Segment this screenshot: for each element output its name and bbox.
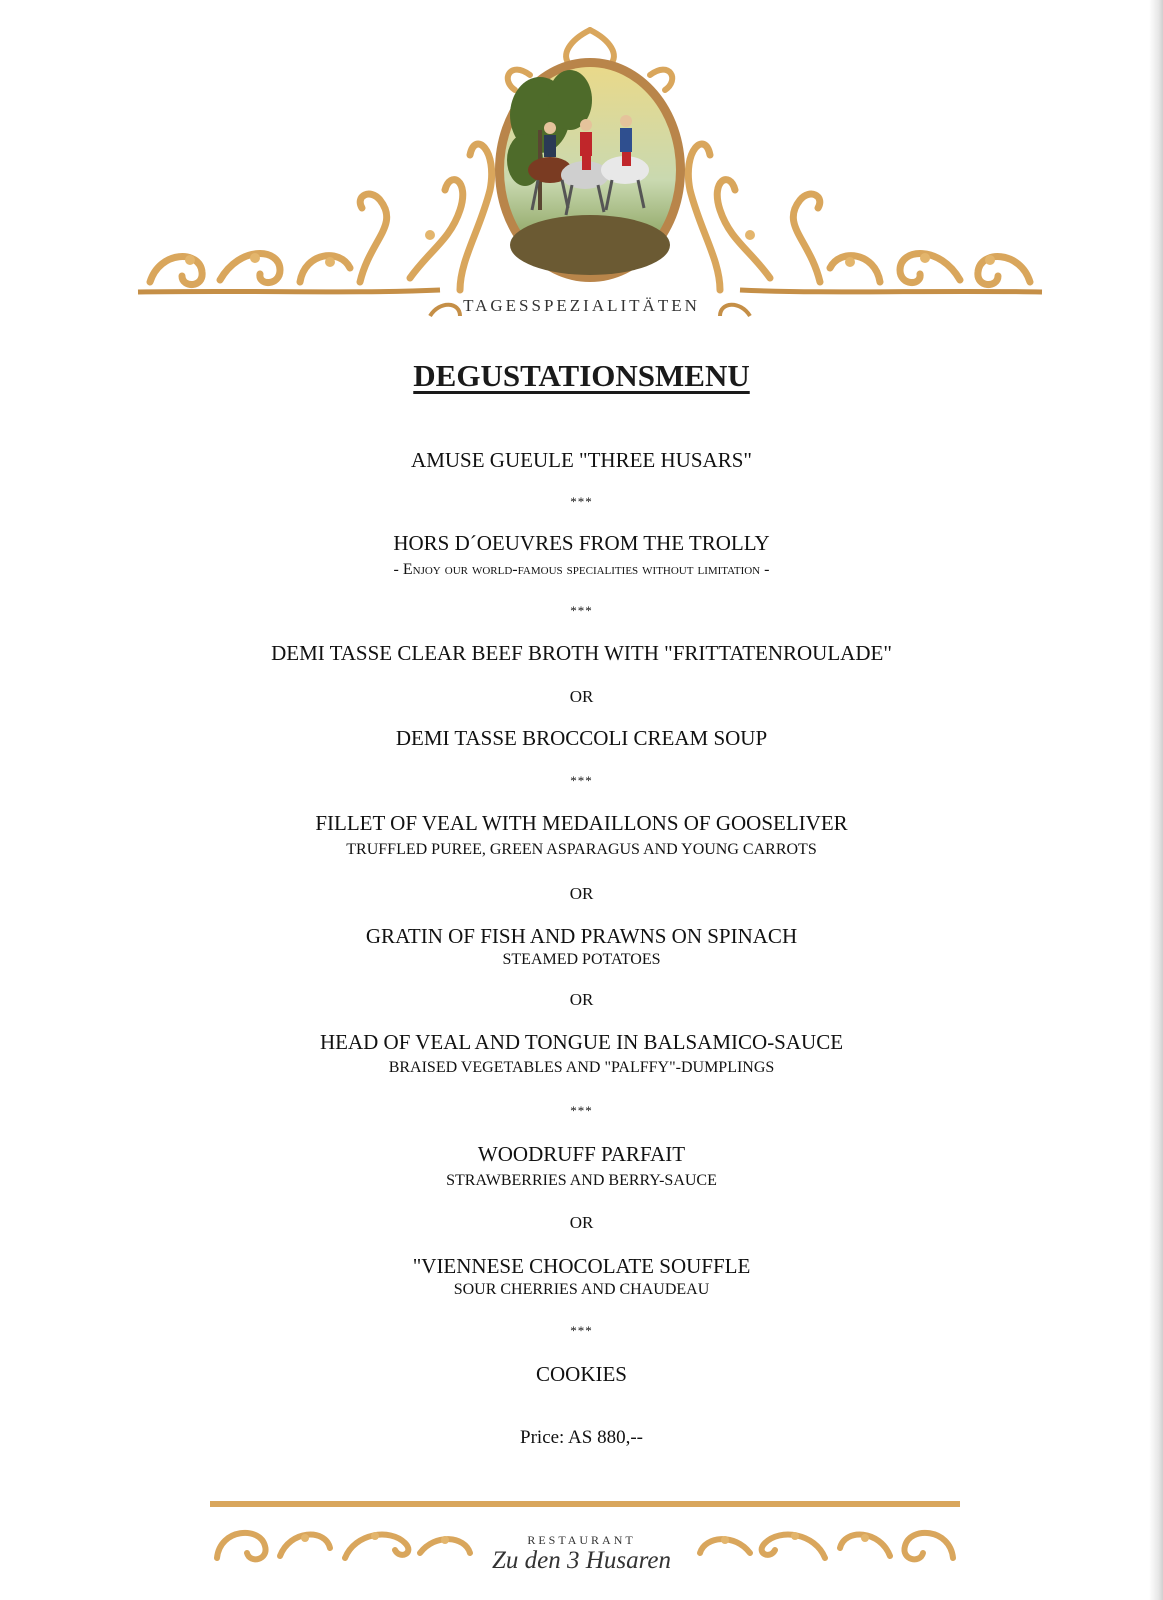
course-main-1: FILLET OF VEAL WITH MEDAILLONS OF GOOSELIVER xyxy=(315,811,848,835)
course-soup-2: DEMI TASSE BROCCOLI CREAM SOUP xyxy=(395,726,768,750)
course-soup-1: DEMI TASSE CLEAR BEEF BROTH WITH "FRITTATENROULADE" xyxy=(271,641,892,665)
course-main-3-desc: BRAISED VEGETABLES AND "PALFFY"-DUMPLINGS xyxy=(388,1059,775,1076)
restaurant-name: Zu den 3 Husaren xyxy=(492,1547,671,1574)
footer-label: RESTAURANT xyxy=(527,1533,636,1547)
course-dessert-2: "VIENNESE CHOCOLATE SOUFFLE xyxy=(412,1254,751,1278)
course-main-1-desc: TRUFFLED PUREE, GREEN ASPARAGUS AND YOUNG CARROTS xyxy=(346,841,817,858)
course-separator: *** xyxy=(570,773,593,788)
course-hors-doeuvres: HORS D´OEUVRES FROM THE TROLLY xyxy=(393,531,770,555)
course-separator: *** xyxy=(570,494,593,509)
menu-price: Price: AS 880,-- xyxy=(520,1427,643,1448)
course-hors-doeuvres-desc: - Enjoy our world-famous specialities without limitation - xyxy=(393,561,770,578)
course-separator: *** xyxy=(570,1323,593,1338)
course-dessert-1-desc: STRAWBERRIES AND BERRY-SAUCE xyxy=(446,1172,717,1189)
or-divider: OR xyxy=(569,1213,594,1232)
header-label: TAGESSPEZIALITÄTEN xyxy=(463,296,700,315)
course-separator: *** xyxy=(570,1103,593,1118)
course-cookies: COOKIES xyxy=(535,1362,627,1386)
course-main-3: HEAD OF VEAL AND TONGUE IN BALSAMICO-SAUCE xyxy=(319,1030,844,1054)
or-divider: OR xyxy=(569,884,594,903)
menu-title: DEGUSTATIONSMENU xyxy=(413,358,750,393)
course-dessert-1: WOODRUFF PARFAIT xyxy=(477,1142,686,1166)
course-amuse: AMUSE GUEULE "THREE HUSARS" xyxy=(411,448,752,472)
or-divider: OR xyxy=(569,687,594,706)
course-dessert-2-desc: SOUR CHERRIES AND CHAUDEAU xyxy=(453,1281,710,1298)
course-separator: *** xyxy=(570,603,593,618)
course-main-2: GRATIN OF FISH AND PRAWNS ON SPINACH xyxy=(365,924,798,948)
or-divider: OR xyxy=(569,990,594,1009)
page-edge-shadow xyxy=(1149,0,1163,1600)
course-main-2-desc: STEAMED POTATOES xyxy=(502,951,661,968)
